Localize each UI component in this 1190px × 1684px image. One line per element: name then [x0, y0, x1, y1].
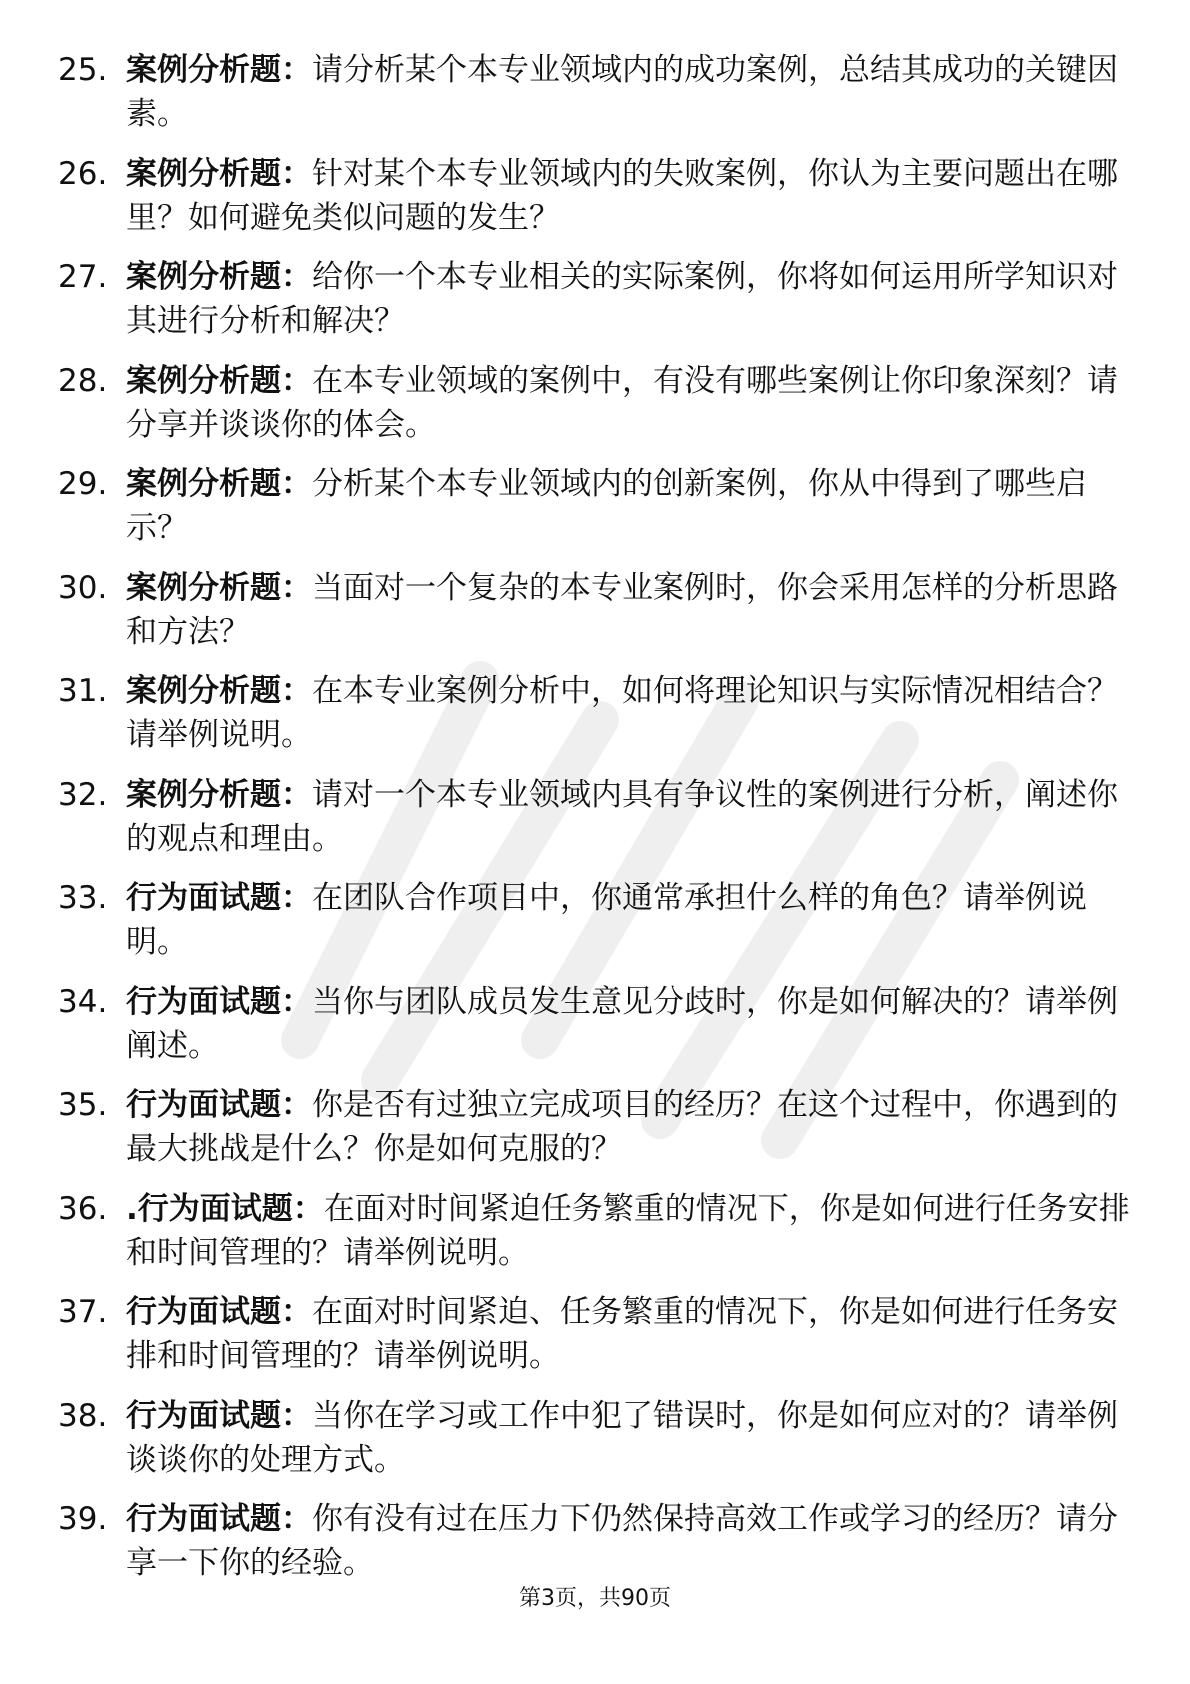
- question-text: [126, 255, 1138, 343]
- question-text: [126, 980, 1138, 1068]
- question-body: 针对某个本专业领域内的失败案例，你认为主要问题出在哪里？如何避免类似问题的发生？: [126, 155, 1118, 236]
- question-body: 在本专业案例分析中，如何将理论知识与实际情况相结合？请举例说明。: [126, 673, 1118, 753]
- question-number: 26.: [58, 155, 108, 192]
- question-item: [58, 1497, 1138, 1593]
- question-category: 行为面试题：: [126, 983, 312, 1020]
- question-item: [58, 255, 1138, 351]
- question-category: 案例分析题：: [126, 569, 312, 606]
- question-number: 29.: [58, 466, 108, 502]
- question-text: [126, 462, 1138, 550]
- question-body: 当你在学习或工作中犯了错误时，你是如何应对的？请举例谈谈你的处理方式。: [126, 1397, 1118, 1478]
- question-number: 38.: [58, 1397, 108, 1434]
- question-item: [58, 1083, 1138, 1179]
- question-number: 35.: [58, 1087, 108, 1123]
- question-number: 27.: [58, 259, 108, 295]
- question-category: 案例分析题：: [126, 362, 312, 399]
- question-list: [58, 48, 1138, 1601]
- question-text: [126, 152, 1138, 240]
- question-number: 25.: [58, 52, 108, 88]
- question-text: [126, 1290, 1138, 1378]
- question-body: 在面对时间紧迫、任务繁重的情况下，你是如何进行任务安排和时间管理的？请举例说明。: [126, 1294, 1118, 1374]
- question-category: 案例分析题：: [126, 52, 312, 88]
- question-body: 在团队合作项目中，你通常承担什么样的角色？请举例说明。: [126, 880, 1087, 960]
- question-body: 请分析某个本专业领域内的成功案例，总结其成功的关键因素。: [126, 52, 1118, 132]
- question-item: [58, 669, 1138, 765]
- question-category: .行为面试题：: [126, 1190, 324, 1227]
- question-item: [58, 48, 1138, 144]
- question-category: 案例分析题：: [126, 259, 312, 295]
- question-body: 分析某个本专业领域内的创新案例，你从中得到了哪些启示？: [126, 466, 1087, 546]
- question-number: 31.: [58, 673, 108, 709]
- question-category: 行为面试题：: [126, 1087, 312, 1123]
- question-category: 行为面试题：: [126, 880, 312, 916]
- question-text: [126, 669, 1138, 757]
- question-number: 39.: [58, 1501, 108, 1537]
- question-item: [58, 876, 1138, 972]
- question-category: 行为面试题：: [126, 1294, 312, 1330]
- question-item: [58, 1394, 1138, 1490]
- question-body: 你有没有过在压力下仍然保持高效工作或学习的经历？请分享一下你的经验。: [126, 1501, 1118, 1581]
- question-text: [126, 773, 1138, 861]
- question-body: 给你一个本专业相关的实际案例，你将如何运用所学知识对其进行分析和解决？: [126, 259, 1118, 339]
- question-text: [126, 1187, 1138, 1275]
- question-text: [126, 359, 1138, 447]
- question-number: 28.: [58, 362, 108, 399]
- question-body: 请对一个本专业领域内具有争议性的案例进行分析，阐述你的观点和理由。: [126, 776, 1118, 857]
- question-body: 当面对一个复杂的本专业案例时，你会采用怎样的分析思路和方法？: [126, 569, 1118, 650]
- question-item: [58, 1290, 1138, 1386]
- question-text: [126, 1394, 1138, 1482]
- question-text: [126, 1083, 1138, 1171]
- question-number: 37.: [58, 1294, 108, 1330]
- question-number: 32.: [58, 776, 108, 813]
- question-category: 案例分析题：: [126, 673, 312, 709]
- question-item: [58, 773, 1138, 869]
- question-category: 案例分析题：: [126, 155, 312, 192]
- question-item: [58, 462, 1138, 558]
- question-category: 行为面试题：: [126, 1501, 312, 1537]
- question-text: [126, 48, 1138, 136]
- question-category: 案例分析题：: [126, 776, 312, 813]
- question-body: 在本专业领域的案例中，有没有哪些案例让你印象深刻？请分享并谈谈你的体会。: [126, 362, 1118, 443]
- question-body: 在面对时间紧迫任务繁重的情况下，你是如何进行任务安排和时间管理的？请举例说明。: [126, 1190, 1130, 1271]
- question-item: [58, 1187, 1138, 1283]
- question-number: 33.: [58, 880, 108, 916]
- question-number: 34.: [58, 983, 108, 1020]
- question-number: 30.: [58, 569, 108, 606]
- question-body: 当你与团队成员发生意见分歧时，你是如何解决的？请举例阐述。: [126, 983, 1118, 1064]
- page-footer: 第3页，共90页: [519, 1586, 671, 1611]
- question-number: 36.: [58, 1190, 108, 1227]
- question-item: [58, 152, 1138, 248]
- question-item: [58, 359, 1138, 455]
- question-category: 行为面试题：: [126, 1397, 312, 1434]
- question-body: 你是否有过独立完成项目的经历？在这个过程中，你遇到的最大挑战是什么？你是如何克服的？: [126, 1087, 1118, 1167]
- question-text: [126, 1497, 1138, 1585]
- question-category: 案例分析题：: [126, 466, 312, 502]
- question-item: [58, 980, 1138, 1076]
- question-text: [126, 876, 1138, 964]
- question-text: [126, 566, 1138, 654]
- question-item: [58, 566, 1138, 662]
